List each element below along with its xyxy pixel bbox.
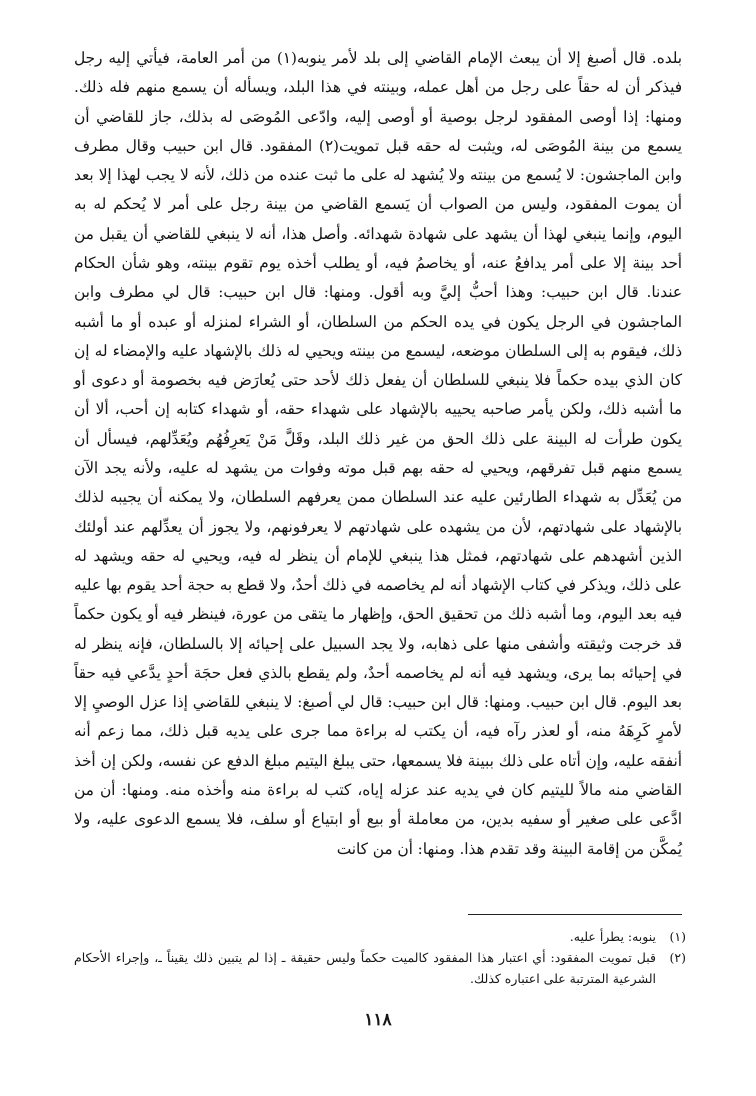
footnote-item: [74, 926, 686, 947]
footnote-text: قبل تمويت المفقود: أي اعتبار هذا المفقود كالميت حكماً وليس حقيقة ـ إذا لم يتبين ذلك يقيناً ـ، وإجراء الأحكام الشرعية المترتبة على اعتباره كذلك.: [74, 950, 656, 986]
footnote-item: [74, 947, 686, 989]
footnotes-list: [74, 926, 686, 989]
page-number: ١١٨: [364, 1010, 392, 1030]
main-text-block: [74, 44, 682, 864]
footnote-divider: [468, 914, 682, 915]
main-paragraph: بلده. قال أصبغ إلا أن يبعث الإمام القاضي إلى بلد لأمر ينوبه(١) من أمر العامة، فيأتي إليه رجل فيذكر أن له حقاً على رجل من أهل عمله، وبينته في هذا البلد، ويسأله أن يسمع منهم فله ذلك. ومنها: إذا أوصى المفقود لرجل بوصية أو أوصى إليه، وادّعى المُوصَى له بذلك، جاز للقاضي أن يسمع من بينة المُوصَى له، ويثبت له حقه قبل تمويت(٢) المفقود. قال ابن حبيب وقال مطرف وابن الماجشون: لا يُسمع من بينته ولا يُشهد له على ما ثبت عنده من ذلك، لأنه لا يجب لهذا إلا بعد أن يموت المفقود، وليس من الصواب أن يَسمع القاضي من بينة رجل على أمر لا يُحكم له به اليوم، وإنما ينبغي لهذا أن يشهد على شهادة شهدائه. وأصل هذا، أنه لا ينبغي للقاضي أن يقبل من أحد بينة إلا على أمر يدافعُ عنه، أو يخاصمُ فيه، أو يطلب أخذه يوم تقوم بينته، وهو شأن الحكام عندنا. قال ابن حبيب: وهذا أحبُّ إليَّ وبه أقول. ومنها: قال ابن حبيب: قال لي مطرف وابن الماجشون في الرجل يكون في يده الحكم من السلطان، أو الشراء لمنزله أو عبده أو ما أشبه ذلك، فيقوم به إلى السلطان موضعه، ليسمع من بينته ويحيي له ذلك بالإشهاد عليه والإمضاء له إن كان الذي بيده حكماً فلا ينبغي للسلطان أن يفعل ذلك لأحد حتى يُعارَض فيه بخصومة أو دعوى أو ما أشبه ذلك، ولكن يأمر صاحبه يحييه بالإشهاد على شهداء حقه، أو شهداء كتابه إن أحب، ألا أن يكون طرأت له البينة على ذلك الحق من غير ذلك البلد، وقَلَّ مَنْ يَعرِفُهُم ويُعَدِّلهم، فيسأل أن يسمع منهم قبل تفرقهم، ويحيي له حقه بهم قبل موته وفوات من يشهد له عليه، ولأنه يجد الآن من يُعَدِّل به شهداء الطارئين عليه عند السلطان ممن يعرفهم السلطان، ولا يمكنه أن يجيبه لذلك بالإشهاد على شهادتهم، لأن من يشهده على شهادتهم لا يعرفونهم، ولا يجوز أن يعدِّلهم عند أولئك الذين أشهدهم على شهادتهم، فمثل هذا ينبغي للإمام أن ينظر له فيه، ويحيي له حقه ويشهد له على ذلك، ويذكر في كتاب الإشهاد أنه لم يخاصمه في ذلك أحدٌ، ولا قطع به حجة أحد يقوم بها عليه فيه بعد اليوم، وما أشبه ذلك من تحقيق الحق، وإظهار ما يتقى من عورة، فينظر فيه أو يكون حكماً قد خرجت وثيقته وأشفى منها على ذهابه، ولا يجد السبيل على إحيائه إلا بالسلطان، فإنه ينظر له في إحيائه بما يرى، ويشهد فيه أنه لم يخاصمه أحدٌ، ولم يقطع بالذي فعل حجَة أحدٍ يدَّعي فيه حقاً بعد اليوم. قال ابن حبيب. ومنها: قال ابن حبيب: قال لي أصبغ: لا ينبغي للقاضي إذا عزل الوصيِ إلا لأمرٍ كَرِهَهُ منه، أو لعذر رآه فيه، أن يكتب له براءة مما جرى على يديه قبل ذلك، مما زعم أنه أنفقه عليه، وإن أتاه على ذلك ببينة فلا يسمعها، حتى يبلغ اليتيم مبلغ الدفع عن نفسه، ولكن إن أخذ القاضي منه مالاً لليتيم كان في يديه عند عزله إياه، كتب له براءة منه وأخذه منه. ومنها: أن من ادَّعى على صغير أو سفيه بدين، من معاملة أو بيع أو ابتياع أو سلف، فلا يسمع الدعوى عليه، ولا يُمكَّن من إقامة البينة وقد تقدم هذا. ومنها: أن من كانت: [74, 49, 683, 858]
footnote-text: ينوبه: يطرأ عليه.: [569, 929, 656, 944]
footnote-number: (٢): [669, 950, 686, 965]
footnote-number: (١): [669, 929, 686, 944]
